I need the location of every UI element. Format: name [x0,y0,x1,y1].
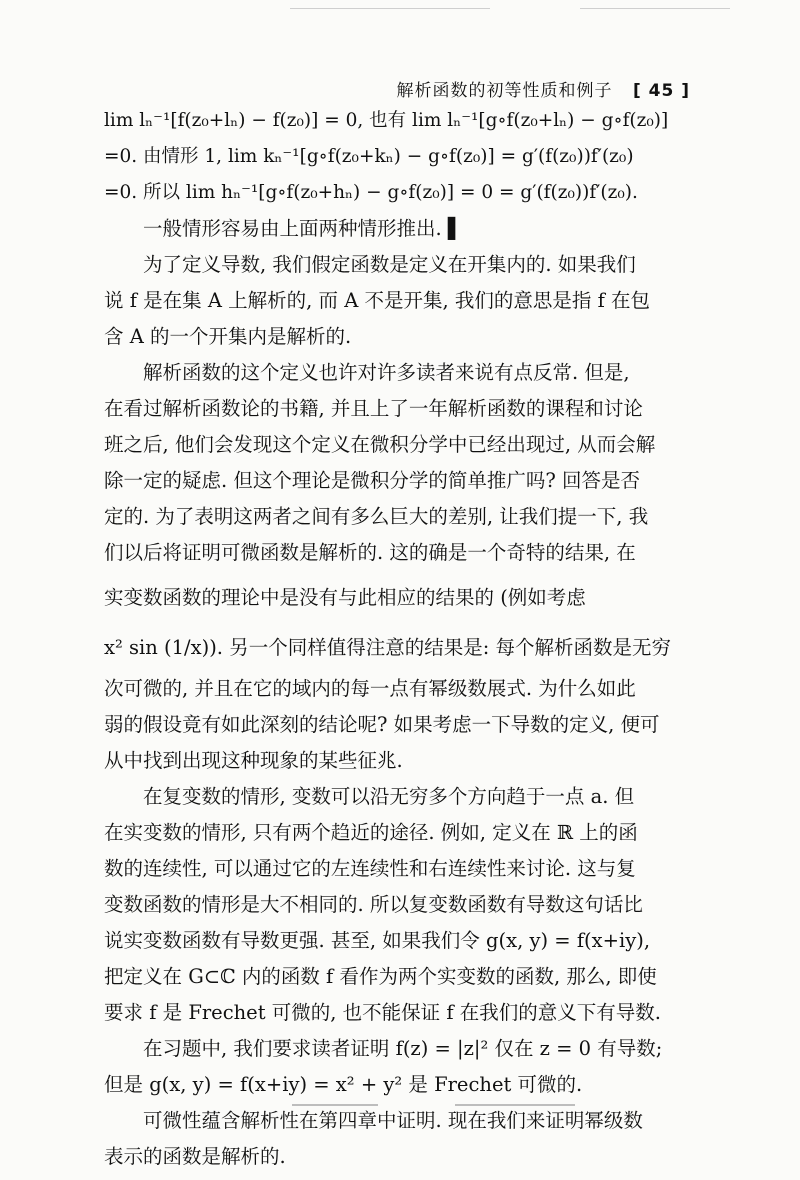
running-header [397,76,690,101]
text-line: 在复变数的情形, 变数可以沿无穷多个方向趋于一点 a. 但 [143,785,635,808]
scan-footer-noise [0,1104,800,1110]
text-line: 把定义在 G⊂ℂ 内的函数 f 看作为两个实变数的函数, 那么, 即使 [104,965,657,988]
text-line: 从中找到出现这种现象的某些征兆. [104,749,403,772]
text-line: 在看过解析函数论的书籍, 并且上了一年解析函数的课程和讨论 [104,397,643,420]
text-line: 一般情形容易由上面两种情形推出. ▌ [143,217,463,240]
text-line: 次可微的, 并且在它的域内的每一点有幂级数展式. 为什么如此 [104,677,636,700]
text-line: 在实变数的情形, 只有两个趋近的途径. 例如, 定义在 ℝ 上的函 [104,821,638,844]
scan-edge-left [290,8,490,9]
page-body [104,108,692,1180]
text-line: 定的. 为了表明这两者之间有多么巨大的差别, 让我们提一下, 我 [104,505,649,528]
text-line: 解析函数的这个定义也许对许多读者来说有点反常. 但是, [143,361,630,384]
text-line: 要求 f 是 Frechet 可微的, 也不能保证 f 在我们的意义下有导数. [104,1001,661,1024]
text-line: 含 A 的一个开集内是解析的. [104,325,352,348]
text-line: 变数函数的情形是大不相同的. 所以复变数函数有导数这句话比 [104,893,643,916]
text-line: 数的连续性, 可以通过它的左连续性和右连续性来讨论. 这与复 [104,857,636,880]
text-line: 班之后, 他们会发现这个定义在微积分学中已经出现过, 从而会解 [104,433,656,456]
text-line: 弱的假设竟有如此深刻的结论呢? 如果考虑一下导数的定义, 便可 [104,713,660,736]
text-line: 实变数函数的理论中是没有与此相应的结果的 (例如考虑 [104,586,586,609]
text-line: =0. 所以 lim hₙ⁻¹[g∘f(z₀+hₙ) − g∘f(z₀)] = 0 = g′(f(z₀))f′(z₀). [104,182,638,203]
text-line: 在习题中, 我们要求读者证明 f(z) = |z|² 仅在 z = 0 有导数; [143,1037,663,1060]
text-line: 表示的函数是解析的. [104,1145,286,1168]
text-line: 说实变数函数有导数更强. 甚至, 如果我们令 g(x, y) = f(x+iy), [104,929,651,952]
text-line: 为了定义导数, 我们假定函数是定义在开集内的. 如果我们 [143,253,636,276]
text-line: 们以后将证明可微函数是解析的. 这的确是一个奇特的结果, 在 [104,541,636,564]
text-line: lim lₙ⁻¹[f(z₀+lₙ) − f(z₀)] = 0, 也有 lim lₙ⁻¹[g∘f(z₀+lₙ) − g∘f(z₀)] [104,110,669,131]
scan-edge-right [580,8,730,9]
text-line: 说 f 是在集 A 上解析的, 而 A 不是开集, 我们的意思是指 f 在包 [104,289,650,312]
text-line: 但是 g(x, y) = f(x+iy) = x² + y² 是 Frechet 可微的. [104,1073,583,1096]
header-title: 解析函数的初等性质和例子 [396,81,613,101]
text-line: 除一定的疑虑. 但这个理论是微积分学的简单推广吗? 回答是否 [104,469,641,492]
text-line: =0. 由情形 1, lim kₙ⁻¹[g∘f(z₀+kₙ) − g∘f(z₀)] = g′(f(z₀))f′(z₀) [104,146,634,167]
text-line: 可微性蕴含解析性在第四章中证明. 现在我们来证明幂级数 [143,1109,643,1132]
text-line: x² sin (1/x)). 另一个同样值得注意的结果是: 每个解析函数是无穷 [104,636,671,659]
page-number: [ 45 ] [632,81,690,101]
